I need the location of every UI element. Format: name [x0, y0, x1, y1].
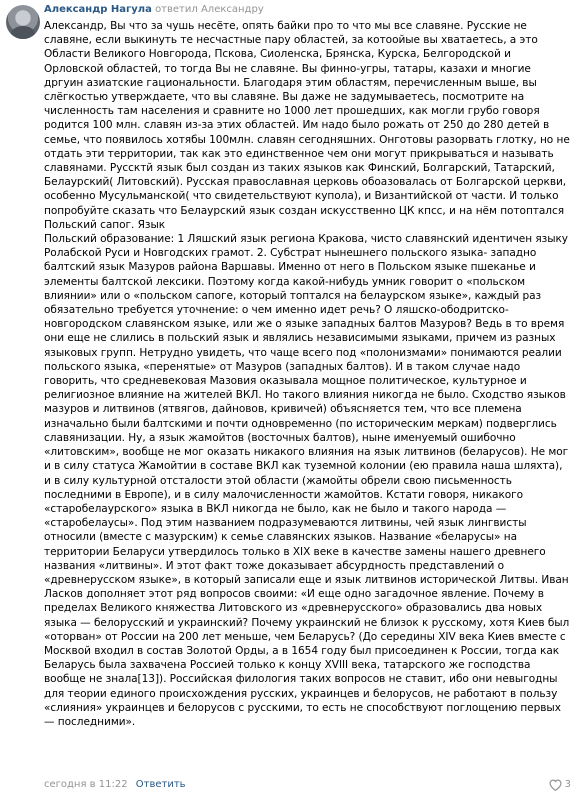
- reply-target[interactable]: Александру: [200, 4, 264, 15]
- like-count: 3: [564, 779, 571, 790]
- heart-icon: [549, 779, 562, 791]
- comment-footer: [44, 778, 186, 792]
- avatar[interactable]: [6, 5, 40, 39]
- reply-button[interactable]: Ответить: [135, 779, 186, 790]
- comment-time[interactable]: сегодня в 11:22: [44, 779, 128, 790]
- reply-word: ответил: [155, 4, 198, 15]
- author-name[interactable]: Александр Нагула: [44, 4, 152, 15]
- comment-text: Александр, Вы что за чушь несёте, опять байки про то что мы все славяне. Русские не славяне, если выкинуть те несчастные пару областей, за котоойые вы хватаетесь, а это Области Великого Новгорода, Пскова, Сиоленска, Брянска, Курска, Белгородской и Орловской областей, то тогда Вы не славяне. Вы финно-угры, татары, казахи и многие дргуин азиатские гациональности. Благодаря этим областям, перечисленным выше, вы слёгкостью утверждаете, что вы славяне. Вы даже не задумываетесь, посмотрите на численность там населения и сравните но 1000 лет прошедших, как могли грубо говоря родится 100 млн. славян из-за этих областей. Им надо было рожать от 250 до 280 детей в семье, что появилось хотябы 100млн. славян сегодняшних. Онготовы разорвать глотку, но не отдать эти территории, так как это единственное чем они могут прикрываться и называть славянами. Руссктй язык был создан из таких языков как Финский, Болгарский, Татарский, Белаурский( Литовский). Русская православная церковь обоазовалась от Болгарской церкви, особенно Мусульманской( что свидетельствуют купола), и Византийской от части. И только попробуйте сказать что Белаурский язык создан искусственно ЦК кпсс, и на нём потоптался Польский сапог. Язык Польский образование: 1 Ляшский язык региона Кракова, чисто славянский идентичен языку Ролабской Руси и Новгодских грамот. 2. Субстрат нынешнего польского языка- западно балтский язык Мазуров района Варшавы. Именно от него в Польском языке пшеканье и элементы балтской лексики. Поэтому когда какой-нибудь умник говорит о «польском влиянии» или о «польском сапоге, который топтался на белаурском языке», каждый раз обязательно требуется уточнение: о чем именно идет речь? О ляшско-ободритско-новгородском славянском языке, или же о языке западных балтов Мазуров? Ведь в то время они еще не слились в польский язык и являлись независимыми языками, причем из разных языковых групп. Нетрудно увидеть, что чаще всего под «полонизмами» понимаются реалии польского языка, «перенятые» от Мазуров (западных балтов). И в таком случае надо говорить, что средневековая Мазовия оказывала мощное политическое, культурное и религиозное влияние на жителей ВКЛ. Но такого влияния никогда не было. Сходство языков мазуров и литвинов (ятвягов, дайновов, кривичей) объясняется тем, что все племена изначально были балтскими и почти одновременно (по историческим меркам) подверглись славянизации. Ну, а язык жамойтов (восточных балтов), ныне именуемый ошибочно «литовским», вообще не мог оказать никакого влияния на язык литвинов (беларусов). Не мог и в силу статуса Жамойтии в составе ВКЛ как туземной колонии (ею правила наша шляхта), и в силу культурной отсталости этой области (жамойты обрели свою письменность последними в Европе), и в силу малочисленности жамойтов. Кстати говоря, никакого «старобелаурского» языка в ВКЛ никогда не было, как не было и такого народа — «старобелаусы». Под этим названием подразумеваются литвины, чей язык лингвисты относили (вместе с мазурским) к семье славянских языков. Название «беларусы» на территории Беларуси утвердилось только в XIX веке в качестве замены нашего древнего названия «литвины». И этот факт тоже доказывает абсурдность представлений о «древнерусском языке», в который записали еще и язык литвинов исторической Литвы. Иван Ласков дополняет этот ряд вопросов своими: «И еще одно загадочное явление. Почему в пределах Великого княжества Литовского из «древнерусского» образовались два новых языка — белорусский и украинский? Почему украинский не близок к русскому, хотя Киев был «оторван» от России на 200 лет меньше, чем Беларусь? (До середины XIV века Киев вместе с Москвой входил в состав Золотой Орды, а в 1654 году был присоединен к России, тогда как Беларусь была захвачена Россией только к концу XVIII века, татарского же господства вообще не знала[13]). Российская филология таких вопросов не ставит, ибо они невыгодны для теории единого происхождения русских, украинцев и белорусов, не работают в пользу «слияния» украинцев и белорусов с русскими, то есть не способствуют поглощению первых — последними».: [44, 20, 570, 728]
- comment-header: [44, 3, 264, 17]
- like-button[interactable]: [549, 778, 571, 792]
